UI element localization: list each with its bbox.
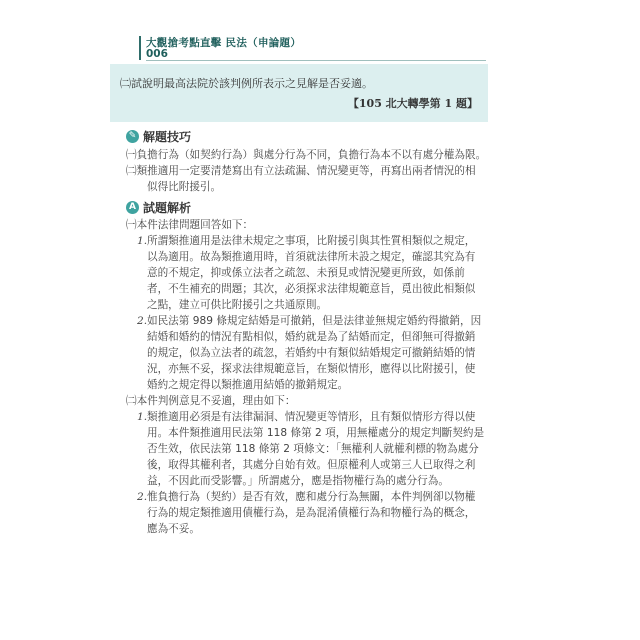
- p1-item2-line: 況，亦無不妥，探求法律規範意旨，在類似情形，應得以比附援引，使: [147, 363, 476, 375]
- p2-item1-line: 益，不因此而受影響。」所謂處分，應是指物權行為的處分行為。: [147, 475, 449, 487]
- header-accent-bar: [139, 36, 141, 60]
- analysis-badge-icon: A: [126, 201, 139, 214]
- question-box: [110, 64, 488, 122]
- page-number: 006: [146, 48, 168, 60]
- header-rule: [146, 60, 486, 61]
- p1-item2-line: 的規定，似為立法者的疏忽，若婚約中有類似結婚規定可撤銷結婚的情: [147, 347, 476, 359]
- tips-heading: [126, 128, 191, 144]
- p2-item2-line: 行為的規定類推適用債權行為，是為混淆債權行為和物權行為的概念，: [147, 507, 476, 519]
- p2-item2-line: 應為不妥。: [147, 523, 200, 535]
- analysis-heading: [126, 199, 191, 215]
- analysis-part1-heading: ㈠本件法律問題回答如下：: [126, 219, 254, 231]
- item-number: 2.: [137, 491, 148, 503]
- item-number: 2.: [137, 315, 148, 327]
- item-number: 1.: [137, 411, 148, 423]
- analysis-title: 試題解析: [143, 200, 192, 215]
- p1-item1-line: 者，不生補充的問題；其次，必須探求法律規範意旨，覓出彼此相類似: [147, 283, 476, 295]
- tips-line-2: ㈡類推適用一定要清楚寫出有立法疏漏、情況變更等，再寫出兩者情況的相: [126, 165, 476, 177]
- p1-item1-line: 所謂類推適用是法律未規定之事項，比附援引與其性質相類似之規定，: [147, 235, 476, 247]
- p2-item2-line: 惟負擔行為（契約）是否有效，應和處分行為無關，本件判例卻以物權: [147, 491, 476, 503]
- p2-item1-line: 後，取得其權利者，其處分自始有效。但原權利人或第三人已取得之利: [147, 459, 476, 471]
- p2-item1-line: 類推適用必須是有法律漏洞、情況變更等情形，且有類似情形方得以使: [147, 411, 476, 423]
- question-source: 【105 北大轉學第 1 題】: [347, 97, 478, 110]
- question-text: ㈡試說明最高法院於該判例所表示之見解是否妥適。: [120, 77, 373, 90]
- tips-title: 解題技巧: [143, 129, 192, 144]
- wrench-icon: ✎: [126, 130, 139, 143]
- tips-line-3: 似得比附援引。: [147, 181, 222, 193]
- p1-item1-line: 之點，建立可供比附援引之共通原則。: [147, 299, 328, 311]
- header-title: 大觀搶考點直擊 民法（申論題）: [146, 37, 302, 49]
- p1-item2-line: 婚約之規定得以類推適用結婚的撤銷規定。: [147, 379, 349, 391]
- p1-item1-line: 以為適用。故為類推適用時，首須就法律所未設之規定，確認其究為有: [147, 251, 476, 263]
- p2-item1-line: 用。本件類推適用民法第 118 條第 2 項，用無權處分的規定判斷契約是: [147, 427, 485, 439]
- tips-line-1: ㈠負擔行為（如契約行為）與處分行為不同，負擔行為本不以有處分權為限。: [126, 149, 487, 161]
- p1-item2-line: 結婚和婚約的情況有點相似，婚約就是為了結婚而定，但卻無可得撤銷: [147, 331, 476, 343]
- p1-item1-line: 意的不規定，抑或係立法者之疏忽、未預見或情況變更所致，如係前: [147, 267, 465, 279]
- p2-item1-line: 否生效，依民法第 118 條第 2 項條文：「無權利人就權利標的物為處分: [147, 443, 479, 455]
- item-number: 1.: [137, 235, 148, 247]
- p1-item2-line: 如民法第 989 條規定結婚是可撤銷，但是法律並無規定婚約得撤銷，因: [147, 315, 482, 327]
- analysis-part2-heading: ㈡本件判例意見不妥適，理由如下：: [126, 395, 296, 407]
